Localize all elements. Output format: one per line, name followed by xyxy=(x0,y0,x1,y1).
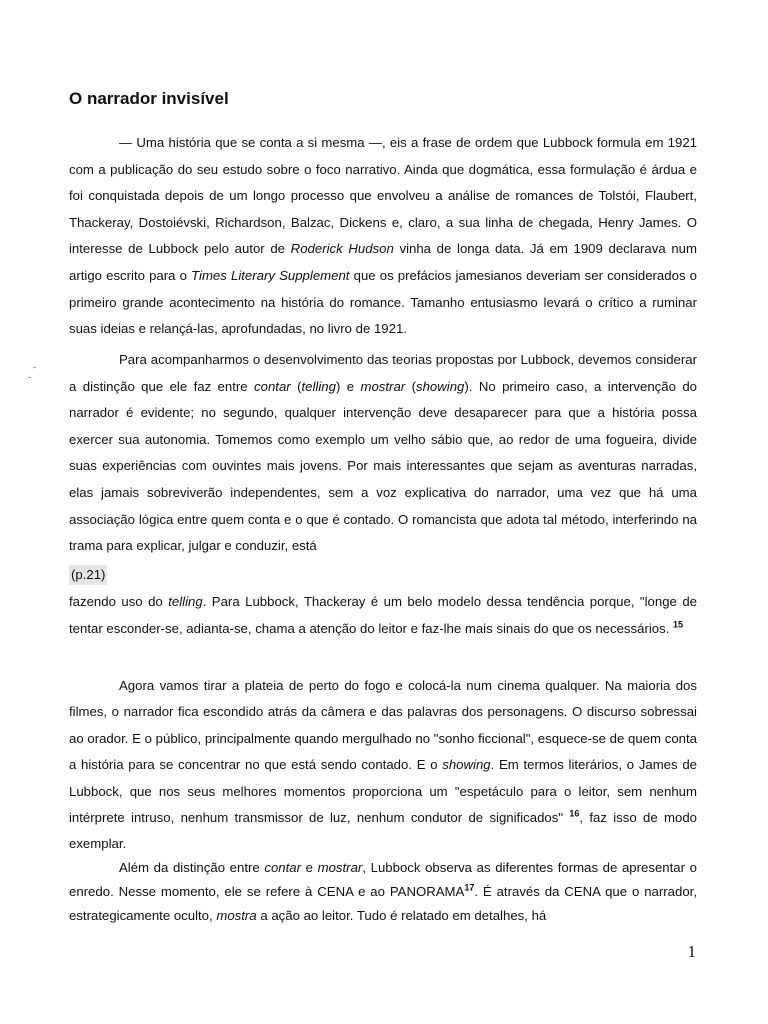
footnote-ref-16: 16 xyxy=(569,808,580,819)
paragraph-1 xyxy=(69,130,697,343)
italic-run: telling xyxy=(168,594,203,609)
page-title: O narrador invisível xyxy=(69,89,229,108)
text-run: que os prefácios jamesianos deveriam ser considerados o primeiro grande acontecimento na história do romance. Tamanho entusiasmo levará o crítico a ruminar suas ideias e relançá-las, aprofundadas, no livro de 1921. xyxy=(69,267,697,337)
text-run: , Lubbock observa as diferentes formas de apresentar o enredo. Nesse momento, ele se refere à CENA e ao PANORAMA xyxy=(69,860,697,899)
page-number: 1 xyxy=(687,942,696,961)
italic-run: Times Literary Supplement xyxy=(191,267,350,283)
text-run: ( xyxy=(290,378,302,394)
scan-speck xyxy=(33,367,36,369)
text-run: — Uma história que se conta a si mesma —, eis a frase de ordem que Lubbock formula em 1921 com a publicação do seu estudo sobre o foco narrativo. Ainda que dogmática, essa formulação é árdua e foi conquistada depois de um longo processo que envolveu a análise de romances de Tolstói, Flaubert, Thackeray, Dostoiévski, Richardson, Balzac, Dickens e, claro, a sua linha de chegada, Henry James. O interesse de Lubbock pelo autor de xyxy=(69,135,697,257)
text-run: . Em termos literários, o James de Lubbock, que nos seus melhores momentos proporciona um "espetáculo para o leitor, sem nenhum intérprete intruso, nenhum transmissor de luz, nenhum condutor de significados" xyxy=(69,757,697,826)
paragraph-3 xyxy=(69,589,697,642)
paragraph-4 xyxy=(69,673,697,858)
italic-run: showing xyxy=(442,757,491,773)
scan-speck xyxy=(28,377,31,378)
footnote-ref-15: 15 xyxy=(673,619,684,630)
paragraph-5 xyxy=(69,856,697,928)
paragraph-2 xyxy=(69,347,697,560)
page-reference: (p.21) xyxy=(69,565,107,585)
text-run: fazendo uso do xyxy=(69,594,169,609)
italic-run: showing xyxy=(415,378,465,394)
italic-run: mostrar xyxy=(317,860,363,875)
text-run: ). No primeiro caso, a intervenção do narrador é evidente; no segundo, qualquer intervenção deve desaparecer para que a história possa exercer sua autonomia. Tomemos como exemplo um velho sábio que, ao redor de uma fogueira, divide suas experiências com ouvintes mais jovens. Por mais interessantes que sejam as aventuras narradas, elas jamais sobreviverão independentes, sem a voz explicativa do narrador, uma vez que há uma associação lógica entre quem conta e o que é contado. O romancista que adota tal método, interferindo na trama para explicar, julgar e conduzir, está xyxy=(69,378,698,554)
italic-run: Roderick Hudson xyxy=(290,241,394,257)
italic-run: contar xyxy=(264,860,301,875)
text-run: Agora vamos tirar a plateia de perto do fogo e colocá-la num cinema qualquer. Na maioria dos filmes, o narrador fica escondido atrás da câmera e das palavras dos personagens. O discurso sobressai ao orador. E o público, principalmente quando mergulhado no "sonho ficcional", esquece-se de quem conta a história para se concentrar no que está sendo contado. E o xyxy=(69,678,697,773)
text-run: . É através da CENA que o narrador, estrategicamente oculto, xyxy=(69,884,697,923)
text-run: Além da distinção entre xyxy=(119,860,265,875)
text-run: a ação ao leitor. Tudo é relatado em detalhes, há xyxy=(256,908,547,923)
footnote-ref-17: 17 xyxy=(464,882,475,893)
text-run: Para acompanharmos o desenvolvimento das teorias propostas por Lubbock, devemos considerar a distinção que ele faz entre xyxy=(69,352,697,394)
text-run: . Para Lubbock, Thackeray é um belo modelo dessa tendência porque, "longe de tentar esconder-se, adianta-se, chama a atenção do leitor e faz-lhe mais sinais do que os necessários. xyxy=(69,594,698,636)
italic-run: mostrar xyxy=(360,378,406,394)
text-run: ( xyxy=(405,378,416,394)
text-run: , faz isso de modo exemplar. xyxy=(69,810,697,852)
text-run: vinha de longa data. Já em 1909 declarava num artigo escrito para o xyxy=(69,241,697,283)
italic-run: contar xyxy=(254,378,291,394)
text-run: e xyxy=(301,860,318,875)
italic-run: telling xyxy=(301,378,336,394)
text-run: ) e xyxy=(335,378,361,394)
italic-run: mostra xyxy=(216,908,257,923)
